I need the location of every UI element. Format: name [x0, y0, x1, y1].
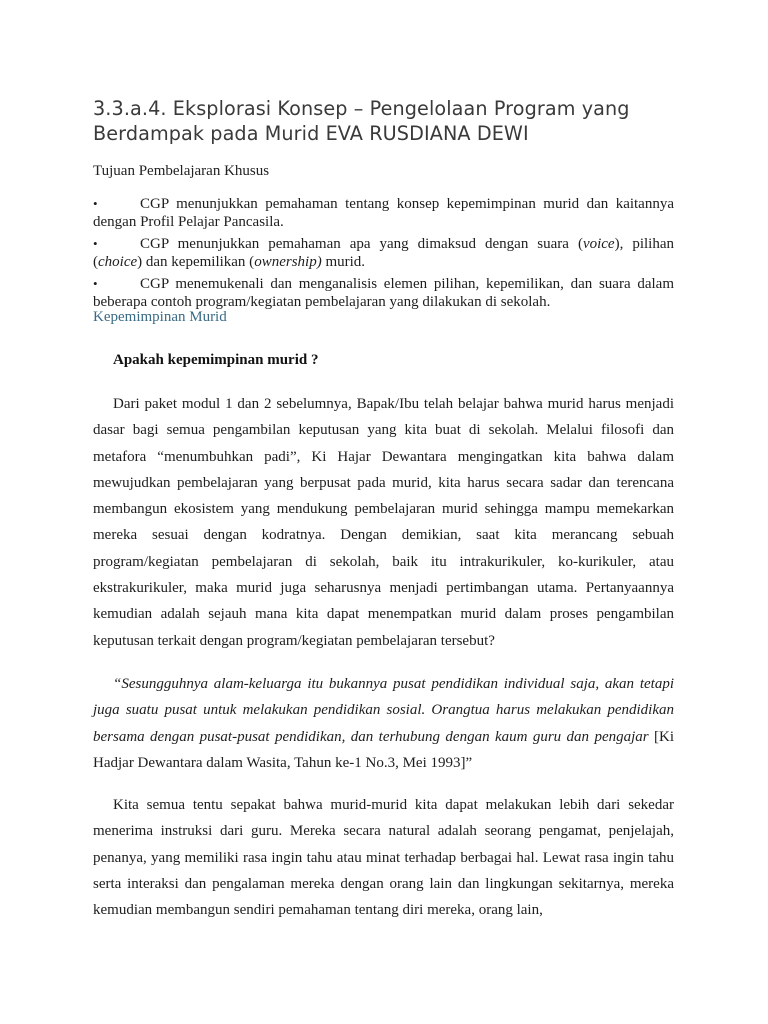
list-item-text: CGP menunjukkan pemahaman tentang konsep kepemimpinan murid dan kaitannya dengan Profil Pelajar Pancasila. [93, 196, 674, 230]
page-title: 3.3.a.4. Eksplorasi Konsep – Pengelolaan Program yang Berdampak pada Murid EVA RUSDIANA DEWI [93, 97, 630, 145]
quote-text: “Sesungguhnya alam-keluarga itu bukannya pusat pendidikan individual saja, akan tetapi juga suatu pusat untuk melakukan pendidikan sosial. Orangtua harus melakukan pendidikan bersama dengan pusat-pusat pendidikan, dan terhubung dengan kaum guru dan pengajar [93, 676, 674, 745]
section-heading-kepemimpinan-murid: Kepemimpinan Murid [93, 309, 227, 325]
quote-source: [Ki Hadjar Dewantara dalam Wasita, Tahun ke-1 No.3, Mei 1993]” [93, 728, 674, 771]
bullet-icon: • [93, 276, 98, 291]
list-item-text: CGP menunjukkan pemahaman apa yang dimaksud dengan suara ( [140, 236, 583, 252]
term-ownership: ownership) [254, 254, 322, 270]
term-choice: choice [98, 254, 138, 270]
list-item [93, 235, 674, 271]
list-item-text: ), pilihan ( [93, 236, 674, 270]
list-item-text: murid. [321, 254, 366, 270]
bullet-icon: • [93, 236, 98, 251]
quote-paragraph [93, 671, 674, 776]
list-item [93, 275, 674, 311]
body-paragraph-2: Kita semua tentu sepakat bahwa murid-murid kita dapat melakukan lebih dari sekedar menerima instruksi dari guru. Mereka secara natural adalah seorang pengamat, penjelajah, penanya, yang memiliki rasa ingin tahu atau minat terhadap berbagai hal. Lewat rasa ingin tahu serta interaksi dan pengalaman mereka dengan orang lain dan lingkungan sekitarnya, mereka kemudian membangun sendiri pemahaman tentang diri mereka, orang lain, [93, 797, 674, 919]
body-paragraph-1: Dari paket modul 1 dan 2 sebelumnya, Bapak/Ibu telah belajar bahwa murid harus menjadi dasar bagi semua pengambilan keputusan yang kita buat di sekolah. Melalui filosofi dan metafora “menumbuhkan padi”, Ki Hajar Dewantara mengingatkan kita bahwa dalam mewujudkan pembelajaran yang berpusat pada murid, kita harus secara sadar dan terencana membangun ekosistem yang mendukung pembelajaran murid sehingga mampu memekarkan mereka sesuai dengan kodratnya. Dengan demikian, saat kita merancang sebuah program/kegiatan pembelajaran di sekolah, baik itu intrakurikuler, ko-kurikuler, atau ekstrakurikuler, maka murid juga seharusnya menjadi pertimbangan utama. Pertanyaannya kemudian adalah sejauh mana kita dapat menempatkan murid dalam proses pengambilan keputusan terkait dengan program/kegiatan pembelajaran tersebut? [93, 396, 674, 649]
list-item [93, 195, 674, 231]
term-voice: voice [582, 236, 615, 252]
bullet-icon: • [93, 196, 98, 211]
list-item-text: CGP menemukenali dan menganalisis elemen pilihan, kepemilikan, dan suara dalam beberapa contoh program/kegiatan pembelajaran yang dilakukan di sekolah. [93, 276, 674, 310]
list-item-text: ) dan kepemilikan ( [137, 254, 255, 270]
objectives-list [93, 195, 674, 315]
learning-objectives-heading: Tujuan Pembelajaran Khusus [93, 163, 270, 179]
question-heading: Apakah kepemimpinan murid ? [113, 352, 319, 368]
